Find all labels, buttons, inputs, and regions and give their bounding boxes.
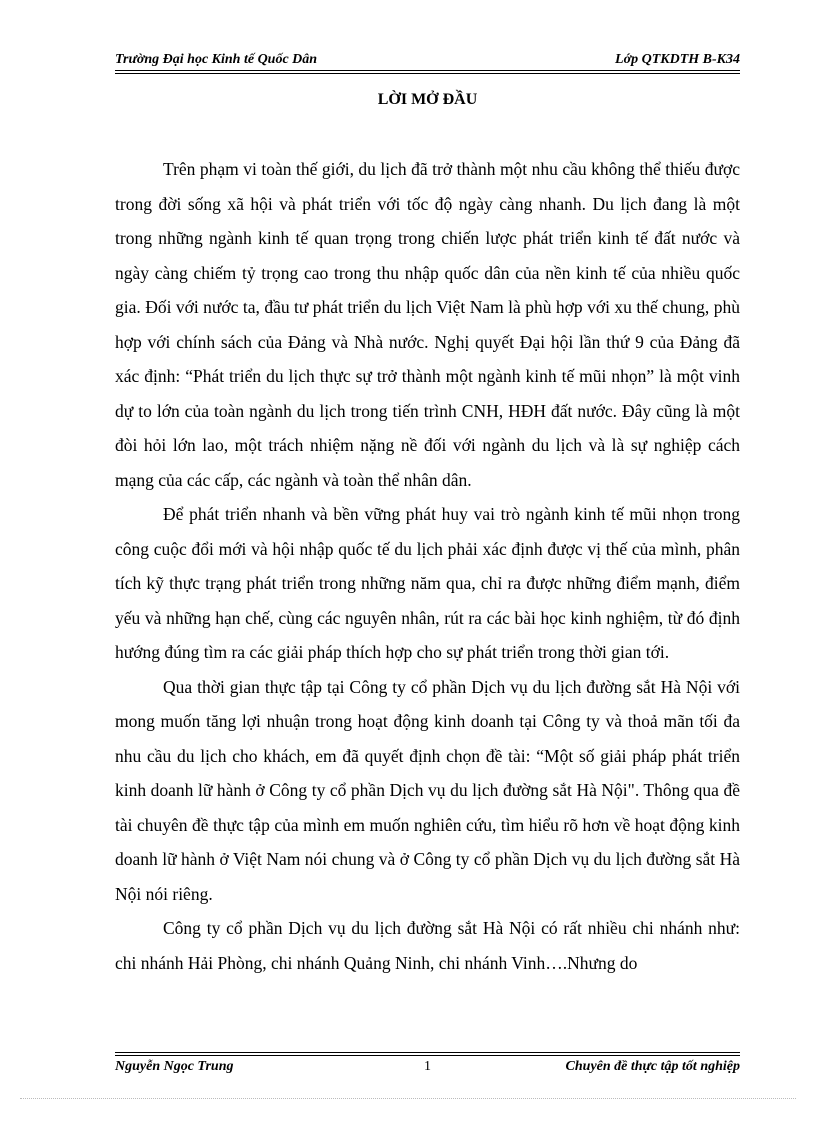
footer-report-type: Chuyên đề thực tập tốt nghiệp (565, 1059, 740, 1074)
footer-rule-double (115, 1055, 740, 1056)
paragraph: Trên phạm vi toàn thế giới, du lịch đã trở thành một nhu cầu không thể thiếu được trong đời sống xã hội và phát triển với tốc độ ngày càng nhanh. Du lịch đang là một trong những ngành kinh tế quan trọng trong chiến lược phát triển kinh tế đất nước và ngày càng chiếm tỷ trọng cao trong thu nhập quốc dân của nền kinh tế của nhiều quốc gia. Đối với nước ta, đầu tư phát triển du lịch Việt Nam là phù hợp với xu thế chung, phù hợp với chính sách của Đảng và Nhà nước. Nghị quyết Đại hội lần thứ 9 của Đảng đã xác định: “Phát triển du lịch thực sự trở thành một ngành kinh tế mũi nhọn” là một vinh dự to lớn của toàn ngành du lịch trong tiến trình CNH, HĐH đất nước. Đây cũng là một đòi hỏi lớn lao, một trách nhiệm nặng nề đối với ngành du lịch và là sự nghiệp cách mạng của các cấp, các ngành và toàn thể nhân dân. (115, 159, 740, 490)
page-header (115, 50, 740, 70)
page-footer (115, 1057, 740, 1077)
footer-rule (115, 1052, 740, 1053)
paragraph: Để phát triển nhanh và bền vững phát huy vai trò ngành kinh tế mũi nhọn trong công cuộc đổi mới và hội nhập quốc tế du lịch phải xác định được vị thế của mình, phân tích kỹ thực trạng phát triển trong những năm qua, chỉ ra được những điểm mạnh, điểm yếu và những hạn chế, cùng các nguyên nhân, rút ra các bài học kinh nghiệm, từ đó định hướng đúng tìm ra các giải pháp thích hợp cho sự phát triển trong thời gian tới. (115, 504, 740, 662)
header-rule-double (115, 73, 740, 74)
paragraph: Qua thời gian thực tập tại Công ty cổ phần Dịch vụ du lịch đường sắt Hà Nội với mong muốn tăng lợi nhuận trong hoạt động kinh doanh tại Công ty và thoả mãn tối đa nhu cầu du lịch cho khách, em đã quyết định chọn đề tài: “Một số giải pháp phát triển kinh doanh lữ hành ở Công ty cổ phần Dịch vụ du lịch đường sắt Hà Nội". Thông qua đề tài chuyên đề thực tập của mình em muốn nghiên cứu, tìm hiểu rõ hơn về hoạt động kinh doanh lữ hành ở Việt Nam nói chung và ở Công ty cổ phần Dịch vụ du lịch đường sắt Hà Nội nói riêng. (115, 676, 740, 904)
header-school-name: Trường Đại học Kinh tế Quốc Dân (115, 52, 318, 67)
header-class-name: Lớp QTKDTH B-K34 (615, 52, 740, 67)
page-bottom-edge (20, 1098, 796, 1099)
document-body (115, 152, 740, 980)
footer-page-number: 1 (424, 1059, 431, 1074)
page-title: LỜI MỞ ĐẦU (377, 91, 478, 108)
footer-author: Nguyễn Ngọc Trung (115, 1059, 234, 1074)
header-rule (115, 70, 740, 71)
paragraph: Công ty cổ phần Dịch vụ du lịch đường sắt Hà Nội có rất nhiều chi nhánh như: chi nhánh Hải Phòng, chi nhánh Quảng Ninh, chi nhánh Vinh….Nhưng do (115, 918, 740, 973)
